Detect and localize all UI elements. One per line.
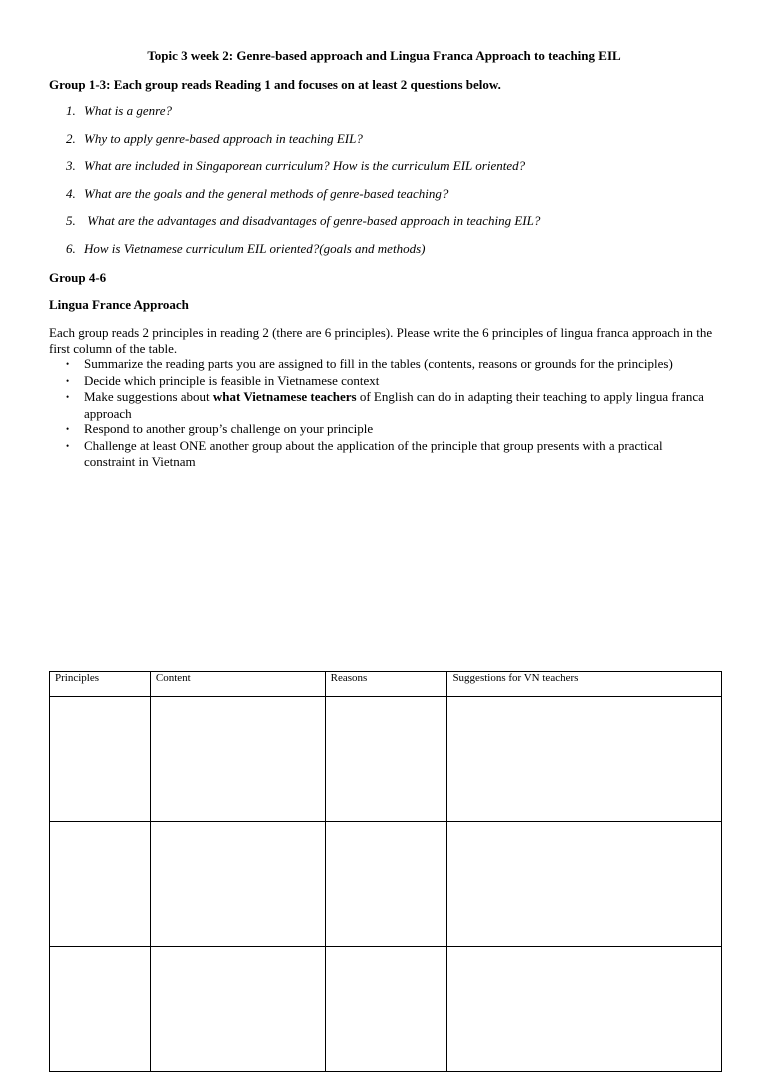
instruction-item	[66, 438, 706, 470]
question-number: 1.	[66, 103, 76, 118]
instruction-text: Decide which principle is feasible in Vietnamese context	[84, 372, 380, 388]
question-item	[66, 131, 540, 159]
bullet-icon: •	[66, 392, 70, 402]
instruction-item	[66, 389, 706, 421]
instruction-text: Challenge at least ONE another group about the application of the principle that group presents with a practical constraint in Vietnam	[84, 437, 663, 469]
instruction-item	[66, 356, 706, 373]
question-text: What are the advantages and disadvantages of genre-based approach in teaching EIL?	[84, 213, 541, 228]
column-header-content: Content	[150, 672, 325, 697]
question-text: Why to apply genre-based approach in teaching EIL?	[84, 130, 363, 146]
group-4-6-heading: Group 4-6	[49, 270, 107, 285]
bullet-icon: •	[66, 424, 70, 434]
bullet-icon: •	[66, 359, 70, 369]
instruction-emphasis: what Vietnamese teachers	[212, 389, 357, 404]
table-cell[interactable]	[447, 947, 722, 1072]
question-item	[66, 186, 540, 214]
instruction-text-start: Make suggestions about	[84, 389, 213, 404]
question-item	[66, 213, 540, 241]
column-header-principles: Principles	[50, 672, 151, 697]
table-cell[interactable]	[50, 947, 151, 1072]
question-text: What are the goals and the general methods of genre-based teaching?	[84, 185, 449, 201]
table-row	[50, 697, 722, 822]
column-header-suggestions: Suggestions for VN teachers	[447, 672, 722, 697]
instruction-text: Respond to another group’s challenge on your principle	[84, 421, 374, 436]
intro-paragraph: Each group reads 2 principles in reading 2 (there are 6 principles). Please write the 6 principles of lingua franca approach in the first column of the table.	[49, 325, 713, 356]
table-row	[50, 947, 722, 1072]
question-number: 4.	[66, 185, 76, 201]
question-text: What are included in Singaporean curriculum? How is the curriculum EIL oriented?	[84, 158, 526, 173]
table-row	[50, 822, 722, 947]
table-cell[interactable]	[150, 697, 325, 822]
question-text: How is Vietnamese curriculum EIL oriented?(goals and methods)	[84, 240, 426, 256]
question-number: 2.	[66, 130, 76, 146]
table-cell[interactable]	[150, 822, 325, 947]
instruction-item	[66, 373, 706, 390]
principles-table	[49, 671, 722, 1072]
question-list	[66, 103, 540, 268]
question-number: 5.	[66, 213, 76, 228]
table-cell[interactable]	[50, 697, 151, 822]
document-title: Topic 3 week 2: Genre-based approach and Lingua Franca Approach to teaching EIL	[147, 48, 621, 63]
instruction-text: Summarize the reading parts you are assigned to fill in the tables (contents, reasons or grounds for the principles)	[84, 356, 673, 371]
bullet-icon: •	[66, 440, 70, 451]
table-header-row	[50, 672, 722, 697]
question-item	[66, 103, 540, 131]
question-text: What is a genre?	[84, 103, 172, 118]
question-item	[66, 241, 540, 269]
column-header-reasons: Reasons	[325, 672, 447, 697]
table-cell[interactable]	[325, 947, 447, 1072]
instruction-text-end: of English can do in adapting their teaching to apply lingua franca approach	[84, 389, 704, 421]
question-number: 6.	[66, 240, 76, 256]
table-cell[interactable]	[50, 822, 151, 947]
table-cell[interactable]	[447, 697, 722, 822]
group-1-3-heading: Group 1-3: Each group reads Reading 1 and focuses on at least 2 questions below.	[49, 77, 501, 92]
table-cell[interactable]	[447, 822, 722, 947]
table-cell[interactable]	[150, 947, 325, 1072]
question-number: 3.	[66, 158, 76, 173]
instruction-item	[66, 421, 706, 438]
section-heading: Lingua France Approach	[49, 297, 189, 312]
bullet-icon: •	[66, 375, 70, 386]
table-cell[interactable]	[325, 822, 447, 947]
instruction-list	[66, 356, 706, 470]
question-item	[66, 158, 540, 186]
table-cell[interactable]	[325, 697, 447, 822]
